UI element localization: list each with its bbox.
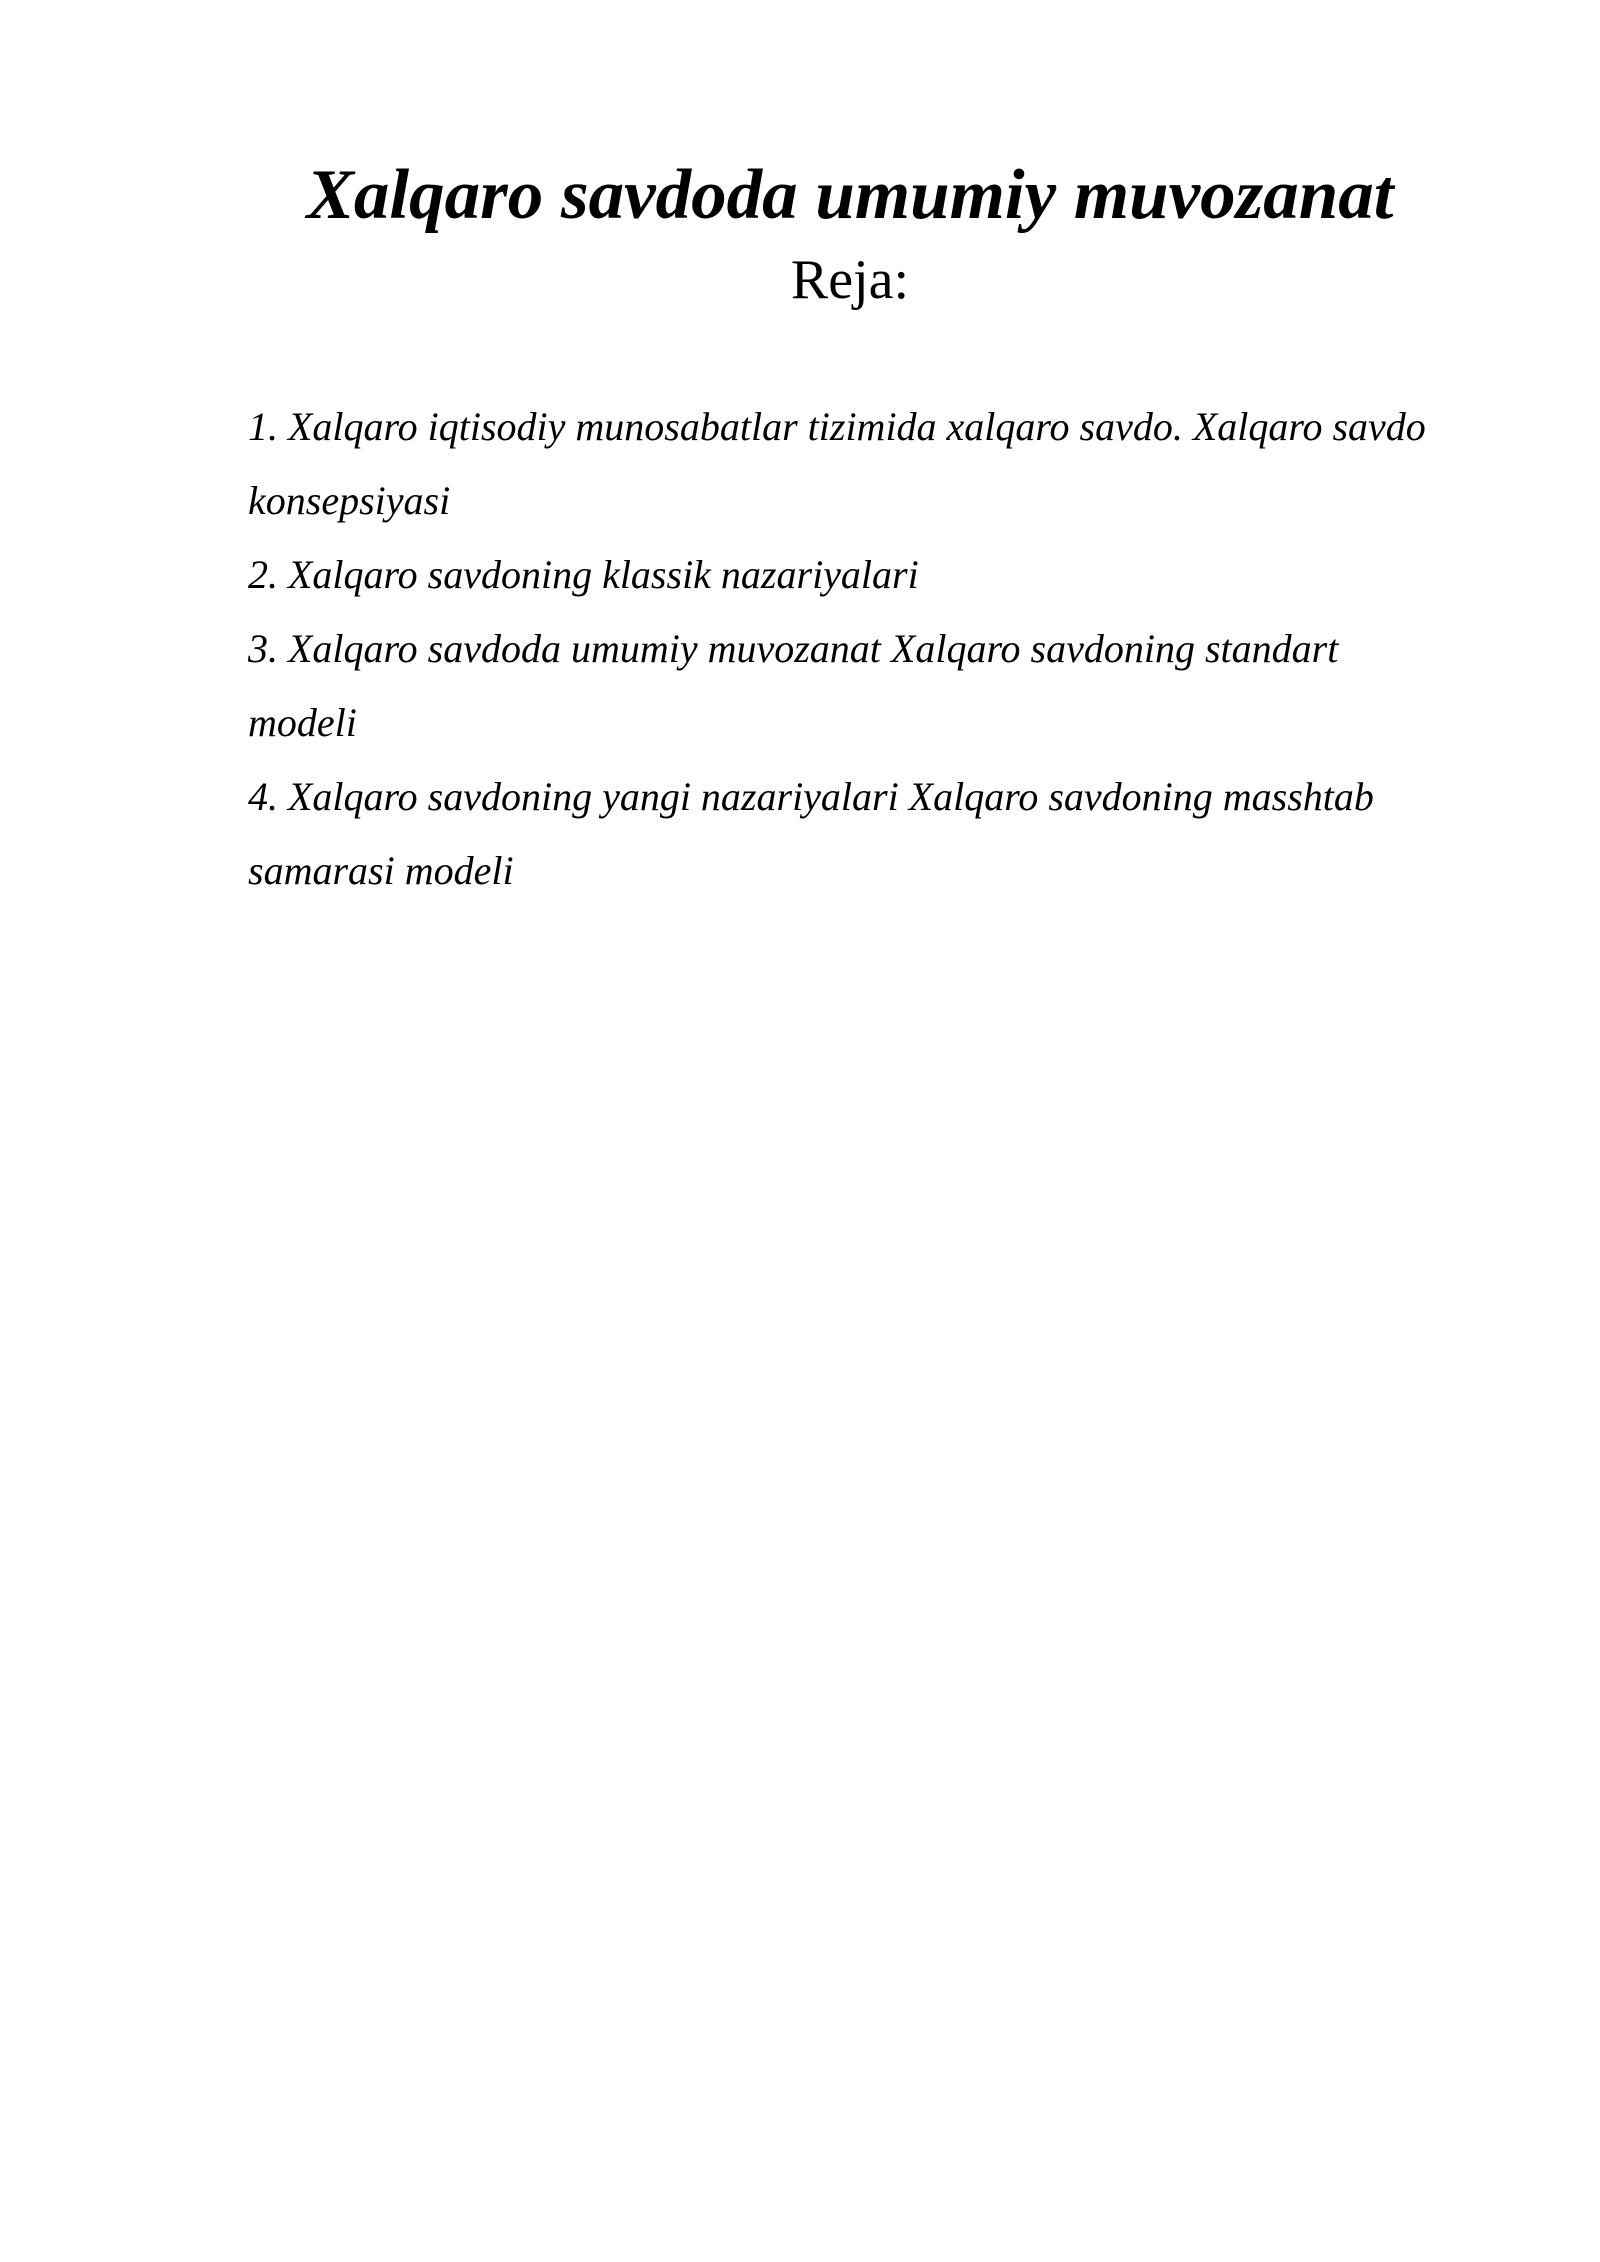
plan-item-3: 3. Xalqaro savdoda umumiy muvozanat Xalqaro savdoning standart modeli — [248, 626, 1339, 745]
plan-heading: Reja: — [790, 249, 910, 311]
document-title: Xalqaro savdoda umumiy muvozanat — [306, 156, 1394, 234]
plan-item-2: 2. Xalqaro savdoning klassik nazariyalari — [248, 552, 919, 597]
plan-list — [248, 390, 1448, 908]
plan-item-4: 4. Xalqaro savdoning yangi nazariyalari Xalqaro savdoning masshtab samarasi modeli — [248, 774, 1374, 893]
plan-item-1: 1. Xalqaro iqtisodiy munosabatlar tizimida xalqaro savdo. Xalqaro savdo konsepsiyasi — [248, 404, 1426, 523]
